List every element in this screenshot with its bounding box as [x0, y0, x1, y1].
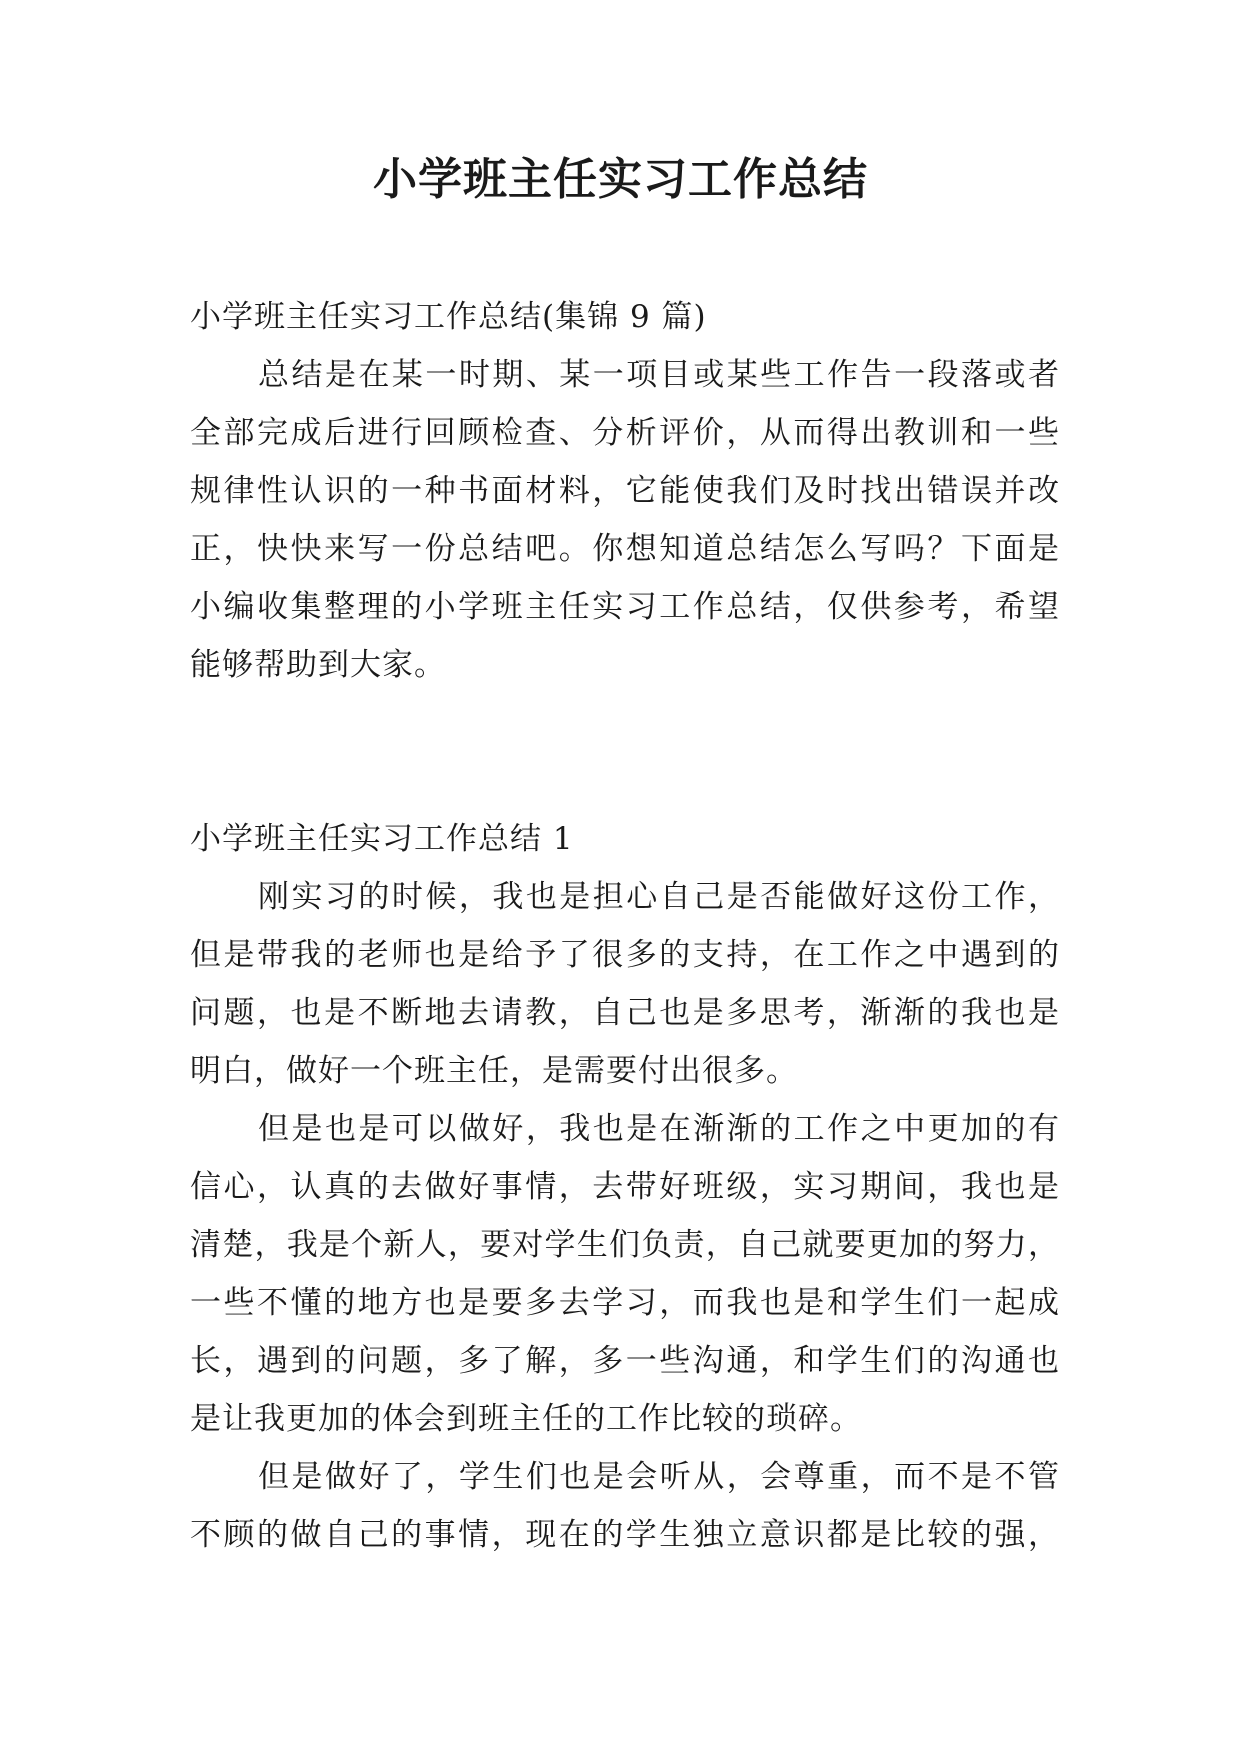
paragraph-line: 一些不懂的地方也是要多去学习，而我也是和学生们一起成 — [190, 1285, 1060, 1321]
intro-line: 能够帮助到大家。 — [190, 647, 446, 683]
paragraph-line: 明白，做好一个班主任，是需要付出很多。 — [190, 1053, 798, 1089]
paragraph-3 — [190, 1448, 1060, 1564]
intro-line: 全部完成后进行回顾检查、分析评价，从而得出教训和一些 — [190, 415, 1060, 451]
intro-line: 小编收集整理的小学班主任实习工作总结，仅供参考，希望 — [190, 589, 1060, 625]
section-heading: 小学班主任实习工作总结 1 — [190, 821, 574, 857]
paragraph-line: 不顾的做自己的事情，现在的学生独立意识都是比较的强， — [190, 1517, 1060, 1553]
paragraph-line: 是让我更加的体会到班主任的工作比较的琐碎。 — [190, 1401, 862, 1437]
document-body — [190, 288, 1060, 1564]
subtitle: 小学班主任实习工作总结(集锦 9 篇) — [190, 299, 707, 335]
paragraph-1 — [190, 868, 1060, 1100]
paragraph-line: 但是带我的老师也是给予了很多的支持，在工作之中遇到的 — [190, 937, 1060, 973]
paragraph-line: 问题，也是不断地去请教，自己也是多思考，渐渐的我也是 — [190, 995, 1060, 1031]
section-spacer — [190, 694, 1060, 810]
intro-paragraph — [190, 346, 1060, 694]
paragraph-line: 但是也是可以做好，我也是在渐渐的工作之中更加的有 — [258, 1111, 1060, 1147]
paragraph-2 — [190, 1100, 1060, 1448]
intro-line: 规律性认识的一种书面材料，它能使我们及时找出错误并改 — [190, 473, 1060, 509]
intro-line: 正，快快来写一份总结吧。你想知道总结怎么写吗？下面是 — [190, 531, 1060, 567]
paragraph-line: 信心，认真的去做好事情，去带好班级，实习期间，我也是 — [190, 1169, 1060, 1205]
paragraph-line: 但是做好了，学生们也是会听从，会尊重，而不是不管 — [258, 1459, 1060, 1495]
paragraph-line: 刚实习的时候，我也是担心自己是否能做好这份工作， — [258, 879, 1060, 915]
document-title: 小学班主任实习工作总结 — [373, 154, 868, 205]
paragraph-line: 清楚，我是个新人，要对学生们负责，自己就要更加的努力， — [190, 1227, 1060, 1263]
intro-line: 总结是在某一时期、某一项目或某些工作告一段落或者 — [258, 357, 1060, 393]
paragraph-line: 长，遇到的问题，多了解，多一些沟通，和学生们的沟通也 — [190, 1343, 1060, 1379]
